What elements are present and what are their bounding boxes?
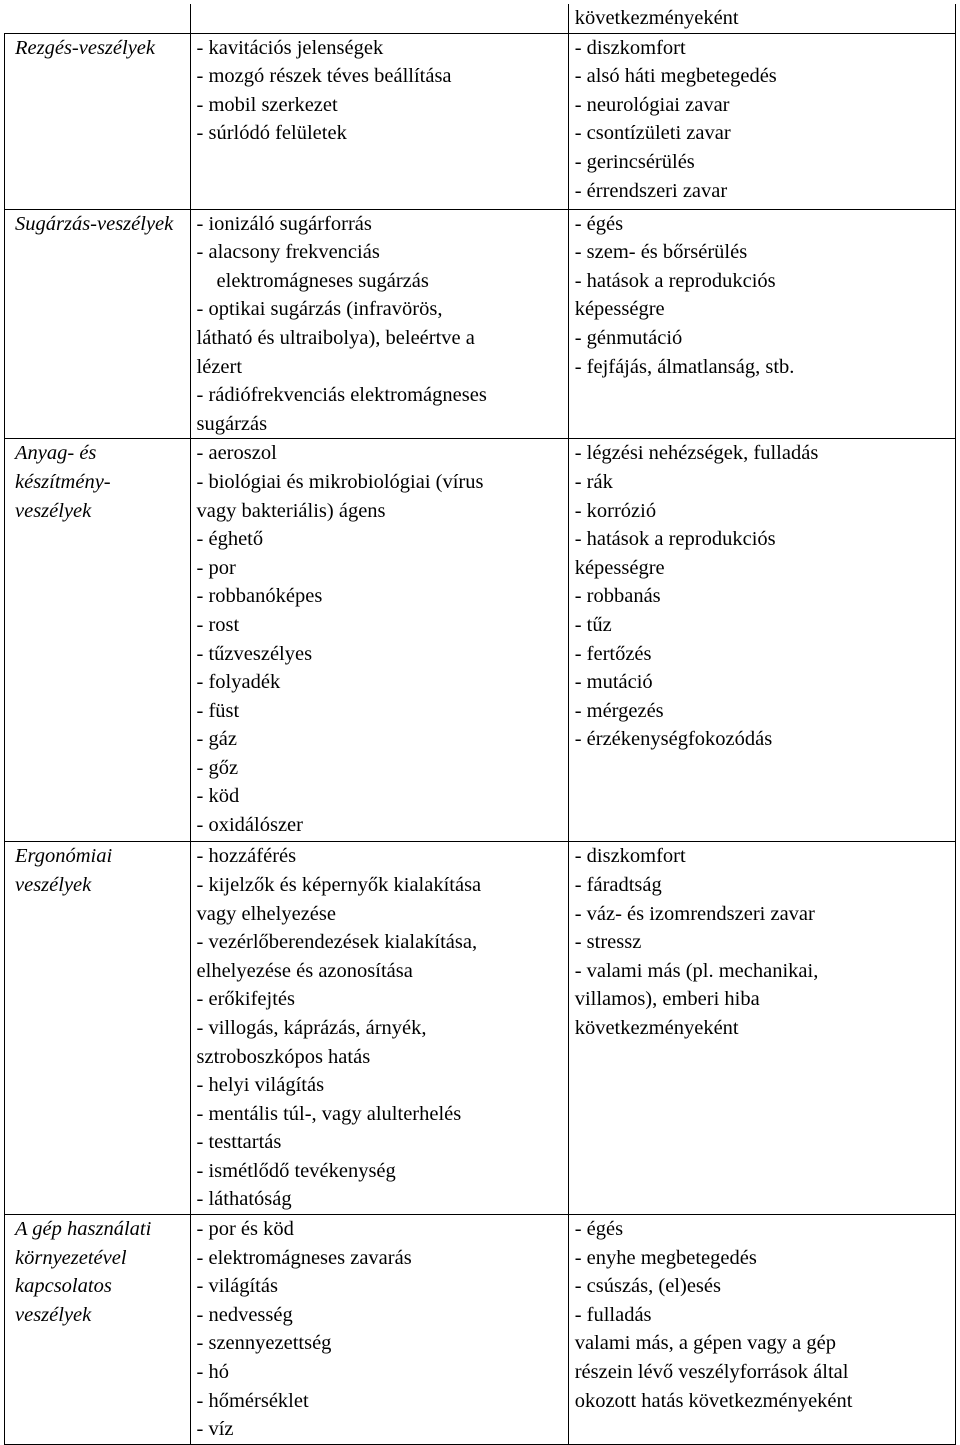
cause-line: - köd [196, 785, 240, 808]
cause-line: - mobil szerkezet [196, 93, 338, 116]
cause-line: - éghető [196, 528, 264, 551]
effect-line: - csúszás, (el)esés [574, 1275, 721, 1298]
effect-line: - szem- és bőrsérülés [574, 241, 748, 264]
cause-line: - optikai sugárzás (infravörös, [196, 298, 443, 321]
cause-line: - mentális túl-, vagy alulterhelés [196, 1102, 462, 1125]
table-row [5, 4, 956, 33]
hazard-category [5, 4, 191, 33]
effect-line: - korrózió [574, 499, 657, 522]
cause-line: - biológiai és mikrobiológiai (vírus [196, 470, 484, 493]
cause-line: lézert [196, 355, 243, 378]
cause-line: - alacsony frekvenciás [196, 241, 380, 264]
cause-line: - ionizáló sugárforrás [196, 212, 372, 235]
effect-line: - neurológiai zavar [574, 93, 730, 116]
effect-line: - alsó háti megbetegedés [574, 65, 777, 88]
effect-line: - fejfájás, álmatlanság, stb. [574, 355, 795, 378]
cause-line: - füst [196, 699, 240, 722]
cause-line: - oxidálószer [196, 814, 303, 837]
effect-line: - fertőzés [574, 642, 652, 665]
cause-line: - nedvesség [196, 1303, 293, 1326]
cause-line: - tűzveszélyes [196, 642, 313, 665]
cause-line: - robbanóképes [196, 585, 323, 608]
cause-line: - kijelzők és képernyők kialakítása [196, 873, 482, 896]
effect-line: részein lévő veszélyforrások által [574, 1361, 849, 1384]
table-row [5, 209, 956, 439]
effect-line: - robbanás [574, 585, 661, 608]
effect-line: - valami más (pl. mechanikai, [574, 959, 819, 982]
hazard-causes [190, 4, 568, 33]
cause-line: - helyi világítás [196, 1074, 325, 1097]
cause-line: - rádiófrekvenciás elektromágneses [196, 384, 487, 407]
cause-line: - por és köd [196, 1218, 294, 1241]
cause-line: - hőmérséklet [196, 1389, 309, 1412]
effect-line: - diszkomfort [574, 36, 686, 59]
effect-line: valami más, a gépen vagy a gép [574, 1332, 836, 1355]
effect-line: villamos), emberi hiba [574, 988, 760, 1011]
effect-line: - rák [574, 470, 613, 493]
effect-line: - égés [574, 1218, 624, 1241]
table-row [5, 439, 956, 842]
hazard-table [4, 4, 956, 1445]
cause-line: - láthatóság [196, 1188, 292, 1211]
effect-line: - váz- és izomrendszeri zavar [574, 902, 815, 925]
table-row [5, 33, 956, 209]
effect-line: - érrendszeri zavar [574, 179, 728, 202]
effect-line: - érzékenységfokozódás [574, 728, 773, 751]
cause-line: - testtartás [196, 1131, 282, 1154]
hazard-category: Anyag- és készítmény-veszélyek [5, 439, 191, 842]
effect-line: - tűz [574, 613, 612, 636]
effect-line: - fulladás [574, 1303, 652, 1326]
effect-line: képességre [574, 556, 665, 579]
effect-line: - diszkomfort [574, 845, 686, 868]
effect-line: következményeként [574, 1016, 739, 1039]
hazard-effects [568, 1215, 955, 1445]
cause-line: elektromágneses sugárzás [216, 269, 429, 292]
hazard-category: Sugárzás-veszélyek [5, 209, 191, 439]
hazard-causes [190, 842, 568, 1215]
cause-line: - hó [196, 1361, 229, 1384]
effect-line: - mérgezés [574, 699, 664, 722]
effect-line: - fáradtság [574, 873, 662, 896]
cause-line: - rost [196, 613, 240, 636]
hazard-causes [190, 1215, 568, 1445]
effect-line: következményeként [574, 7, 739, 29]
hazard-effects [568, 209, 955, 439]
effect-line: - hatások a reprodukciós [574, 269, 776, 292]
table-row [5, 1215, 956, 1445]
effect-line: - génmutáció [574, 326, 683, 349]
cause-line: - gáz [196, 728, 237, 751]
hazard-category: A gép használati környezetével kapcsolatos veszélyek [5, 1215, 191, 1445]
effect-line: - légzési nehézségek, fulladás [574, 442, 819, 465]
hazard-category: Ergonómiai veszélyek [5, 842, 191, 1215]
table-row [5, 842, 956, 1215]
cause-line: - hozzáférés [196, 845, 297, 868]
cause-line: elhelyezése és azonosítása [196, 959, 413, 982]
hazard-effects [568, 439, 955, 842]
cause-line: - gőz [196, 756, 239, 779]
cause-line: - ismétlődő tevékenység [196, 1159, 396, 1182]
hazard-category: Rezgés-veszélyek [5, 33, 191, 209]
cause-line: - súrlódó felületek [196, 122, 347, 145]
hazard-effects [568, 842, 955, 1215]
cause-line: sztroboszkópos hatás [196, 1045, 371, 1068]
cause-line: vagy elhelyezése [196, 902, 336, 925]
cause-line: - por [196, 556, 236, 579]
cause-line: - vezérlőberendezések kialakítása, [196, 931, 478, 954]
cause-line: - elektromágneses zavarás [196, 1246, 412, 1269]
hazard-causes [190, 439, 568, 842]
effect-line: - hatások a reprodukciós [574, 528, 776, 551]
cause-line: sugárzás [196, 412, 268, 435]
effect-line: - égés [574, 212, 624, 235]
effect-line: okozott hatás következményeként [574, 1389, 853, 1412]
hazard-causes [190, 33, 568, 209]
effect-line: - mutáció [574, 671, 653, 694]
effect-line: - gerincsérülés [574, 150, 695, 173]
hazard-causes [190, 209, 568, 439]
effect-line: - csontízületi zavar [574, 122, 731, 145]
cause-line: - világítás [196, 1275, 278, 1298]
cause-line: - aeroszol [196, 442, 277, 465]
cause-line: - villogás, káprázás, árnyék, [196, 1016, 427, 1039]
effect-line: - enyhe megbetegedés [574, 1246, 757, 1269]
cause-line: - erőkifejtés [196, 988, 295, 1011]
cause-line: - szennyezettség [196, 1332, 332, 1355]
cause-line: vagy bakteriális) ágens [196, 499, 386, 522]
effect-line: képességre [574, 298, 665, 321]
cause-line: - mozgó részek téves beállítása [196, 65, 452, 88]
effect-line: - stressz [574, 931, 642, 954]
cause-line: látható és ultraibolya), beleértve a [196, 326, 475, 349]
cause-line: - folyadék [196, 671, 281, 694]
cause-line: - víz [196, 1418, 234, 1441]
hazard-effects [568, 4, 955, 33]
cause-line: - kavitációs jelenségek [196, 36, 384, 59]
hazard-effects [568, 33, 955, 209]
